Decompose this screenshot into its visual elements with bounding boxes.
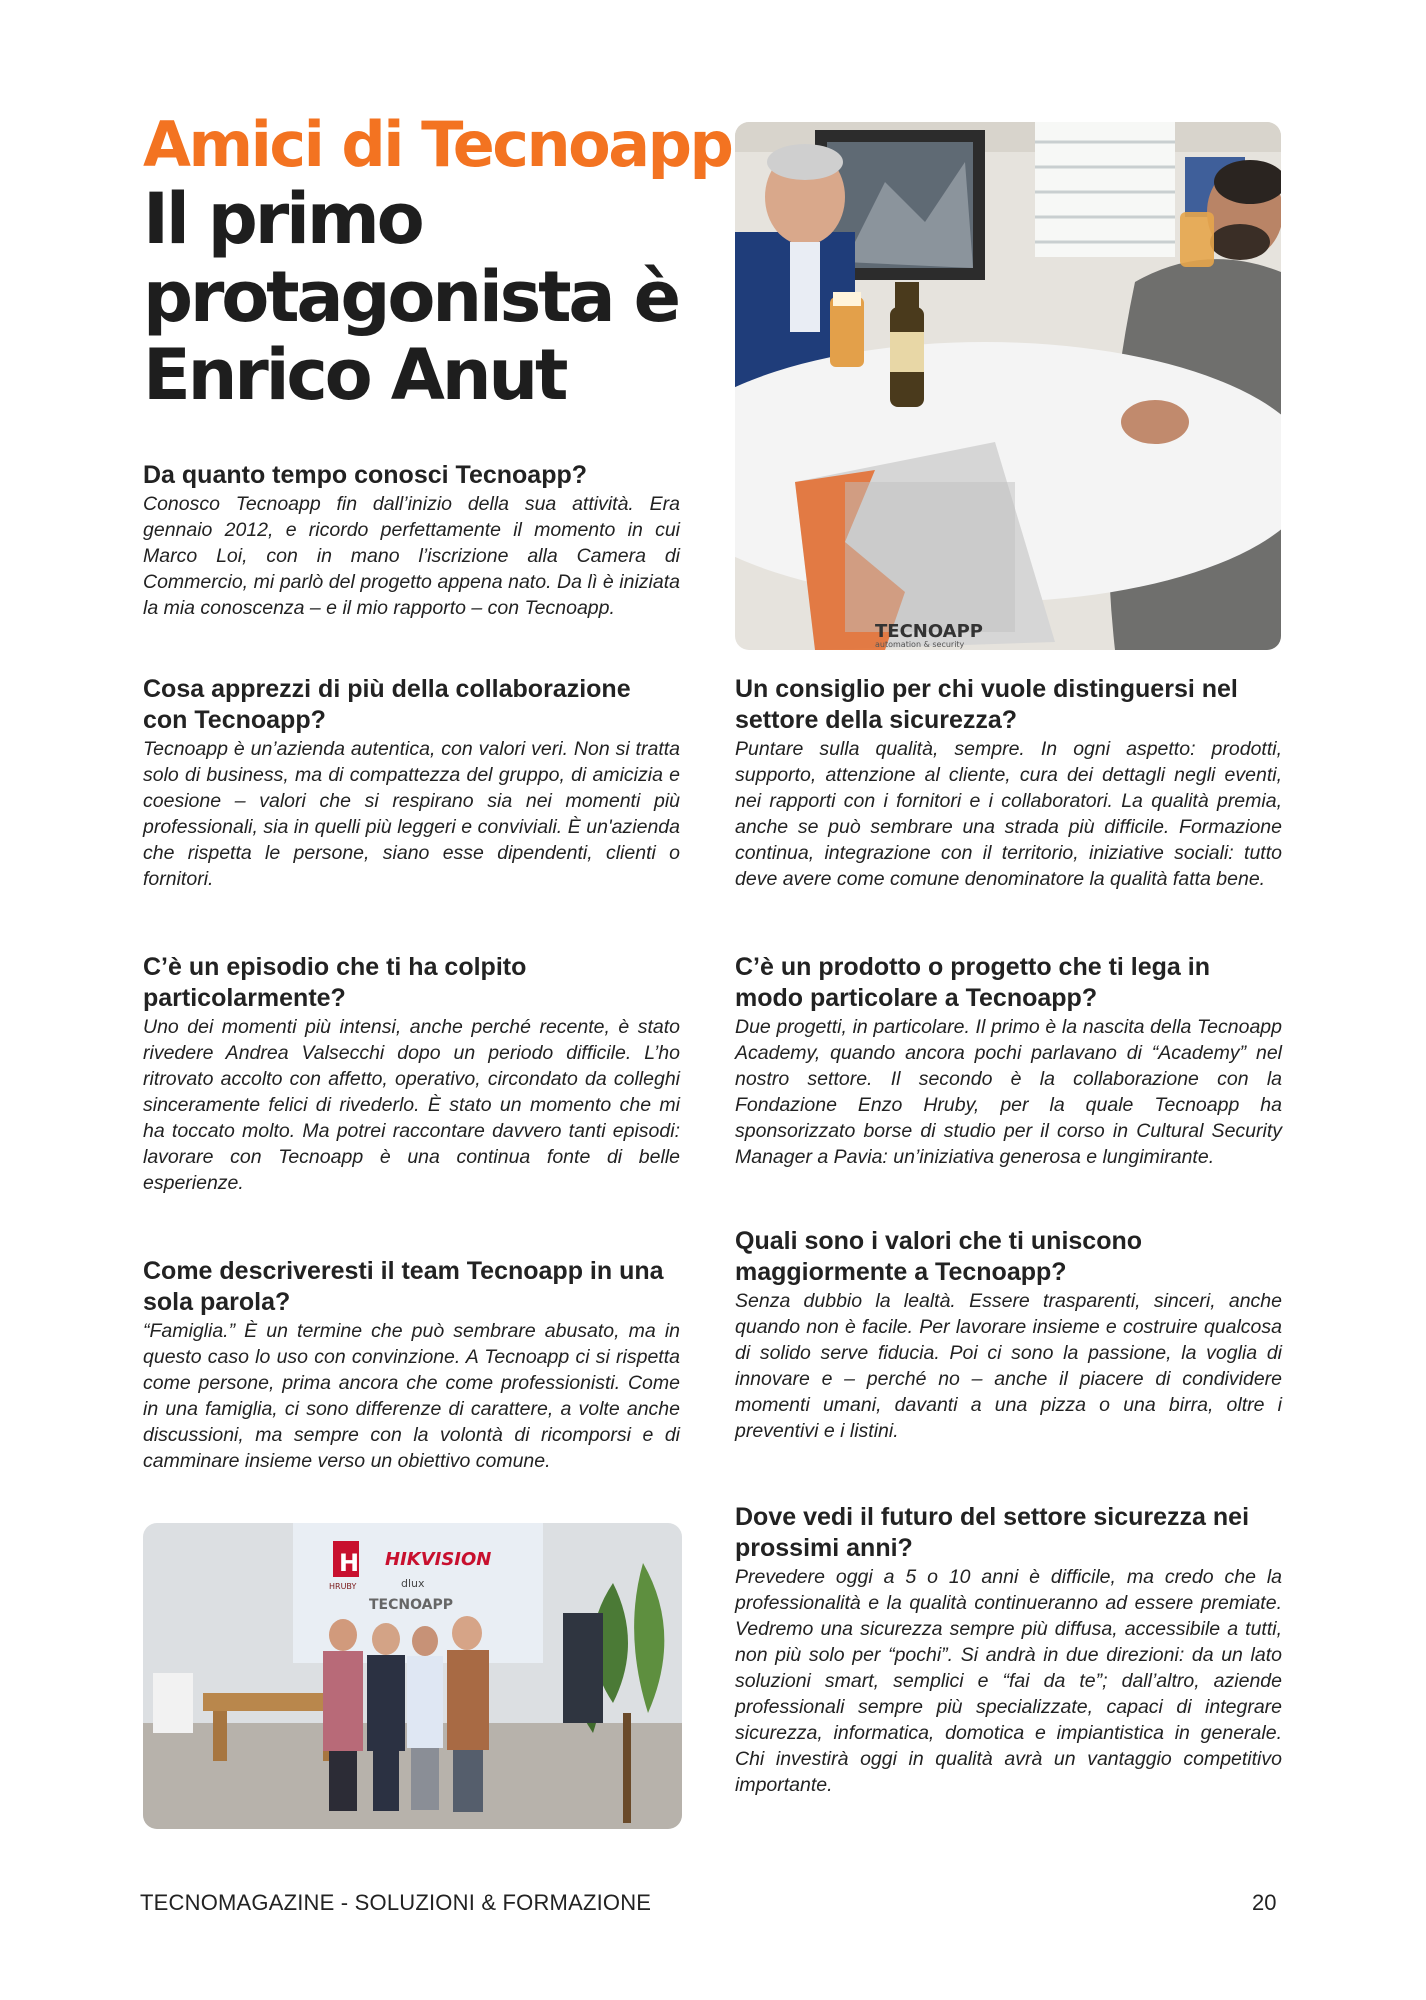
qa-answer: Uno dei momenti più intensi, anche perché recente, è stato rivedere Andrea Valsecchi dopo un periodo difficile. L’ho ritrovato accolto con affetto, operativo, circondato da colleghi sinceramente felici di rivederlo. È stato un momento che mi ha toccato molto. Ma potrei raccontare davvero tanti episodi: lavorare con Tecnoapp è una continua fonte di belle esperienze. bbox=[143, 1016, 680, 1194]
qa-question: Dove vedi il futuro del settore sicurezza nei prossimi anni? bbox=[735, 1503, 1250, 1562]
qa-block-5 bbox=[735, 674, 1282, 892]
qa-question: Cosa apprezzi di più della collaborazione con Tecnoapp? bbox=[143, 675, 631, 734]
hikvision-logo: HIKVISION bbox=[385, 1549, 492, 1570]
qa-block-2 bbox=[143, 674, 680, 892]
qa-block-3 bbox=[143, 952, 680, 1196]
hruby-logo-letter: H bbox=[339, 1549, 360, 1577]
qa-answer: Due progetti, in particolare. Il primo è la nascita della Tecnoapp Academy, quando ancora pochi parlavano di “Academy” nel nostro settore. Il secondo è la collaborazione con la Fondazione Enzo Hruby, per la quale Tecnoapp ha sponsorizzato borse di studio per il corso in Cultural Security Manager a Pavia: un’iniziativa generosa e lungimirante. bbox=[735, 1016, 1282, 1168]
qa-answer: Prevedere oggi a 5 o 10 anni è difficile, ma credo che la professionalità e la qualità continueranno ad essere premiate. Vedremo una sicurezza sempre più diffusa, accessibile a tutti, non più solo per “pochi”. Si andrà in due direzioni: da un lato soluzioni smart, semplici e “fai da te”; dall’altro, aziende professionali sempre più specializzate, capaci di integrare sicurezza, informatica, domotica e impiantistica in generale. Chi investirà oggi in qualità avrà un vantaggio competitivo importante. bbox=[735, 1566, 1282, 1796]
page-number: 20 bbox=[1252, 1890, 1277, 1915]
qa-answer: Senza dubbio la lealtà. Essere trasparenti, sinceri, anche quando non è facile. Per lavorare insieme e costruire qualcosa di solido serve fiducia. Poi ci sono la passione, la voglia di innovare e – perché no – anche il piacere di condividere momenti umani, davanti a una pizza o una birra, oltre i preventivi e i listini. bbox=[735, 1290, 1282, 1442]
qa-question: Come descriveresti il team Tecnoapp in una sola parola? bbox=[143, 1257, 664, 1316]
article-kicker: Amici di Tecnoapp bbox=[143, 108, 732, 181]
catalogue-brand: TECNOAPP bbox=[875, 621, 983, 642]
qa-question: C’è un episodio che ti ha colpito particolarmente? bbox=[143, 953, 527, 1012]
qa-answer: Conosco Tecnoapp fin dall’inizio della sua attività. Era gennaio 2012, e ricordo perfettamente il momento in cui Marco Loi, con in mano l’iscrizione alla Camera di Commercio, mi parlò del progetto appena nato. Da lì è iniziata la mia conoscenza – e il mio rapporto – con Tecnoapp. bbox=[143, 493, 680, 619]
qa-block-8 bbox=[735, 1502, 1282, 1798]
qa-block-4 bbox=[143, 1256, 680, 1474]
qa-question: Un consiglio per chi vuole distinguersi nel settore della sicurezza? bbox=[735, 675, 1238, 734]
qa-block-1 bbox=[143, 460, 680, 621]
qa-question: C’è un prodotto o progetto che ti lega in modo particolare a Tecnoapp? bbox=[735, 953, 1210, 1012]
qa-block-6 bbox=[735, 952, 1282, 1170]
catalogue-brand-sub: automation & security bbox=[875, 640, 965, 649]
qa-answer: Tecnoapp è un’azienda autentica, con valori veri. Non si tratta solo di business, ma di compattezza del gruppo, di amicizia e coesione – valori che si respirano sia nei momenti più professionali, sia in quelli più leggeri e conviviali. È un'azienda che rispetta le persone, siano esse dipendenti, clienti o fornitori. bbox=[143, 738, 680, 890]
photo-interview bbox=[735, 122, 1281, 650]
qa-block-7 bbox=[735, 1226, 1282, 1444]
tecnoapp-logo: TECNOAPP bbox=[369, 1597, 453, 1613]
qa-question: Da quanto tempo conosci Tecnoapp? bbox=[143, 461, 588, 489]
photo-group bbox=[143, 1523, 682, 1829]
qa-answer: Puntare sulla qualità, sempre. In ogni aspetto: prodotti, supporto, attenzione al cliente, cura dei dettagli negli eventi, nei rapporti con i fornitori e i collaboratori. La qualità premia, anche se può sembrare una strada più difficile. Formazione continua, integrazione con il territorio, iniziative sociali: tutto deve avere come comune denominatore la qualità fatta bene. bbox=[735, 738, 1282, 890]
dlux-logo: dlux bbox=[401, 1577, 425, 1590]
hruby-logo-text: HRUBY bbox=[329, 1582, 357, 1591]
qa-answer: “Famiglia.” È un termine che può sembrare abusato, ma in questo caso lo uso con convinzione. A Tecnoapp ci si rispetta come persone, prima ancora che come professionisti. Come in una famiglia, ci sono differenze di carattere, a volte anche discussioni, ma sempre con la volontà di ricomporsi e di camminare insieme verso un obiettivo comune. bbox=[143, 1320, 680, 1472]
footer-magazine-name: TECNOMAGAZINE - SOLUZIONI & FORMAZIONE bbox=[140, 1890, 652, 1915]
article-headline: Il primo protagonista è Enrico Anut bbox=[143, 178, 678, 416]
qa-question: Quali sono i valori che ti uniscono maggiormente a Tecnoapp? bbox=[735, 1227, 1143, 1286]
